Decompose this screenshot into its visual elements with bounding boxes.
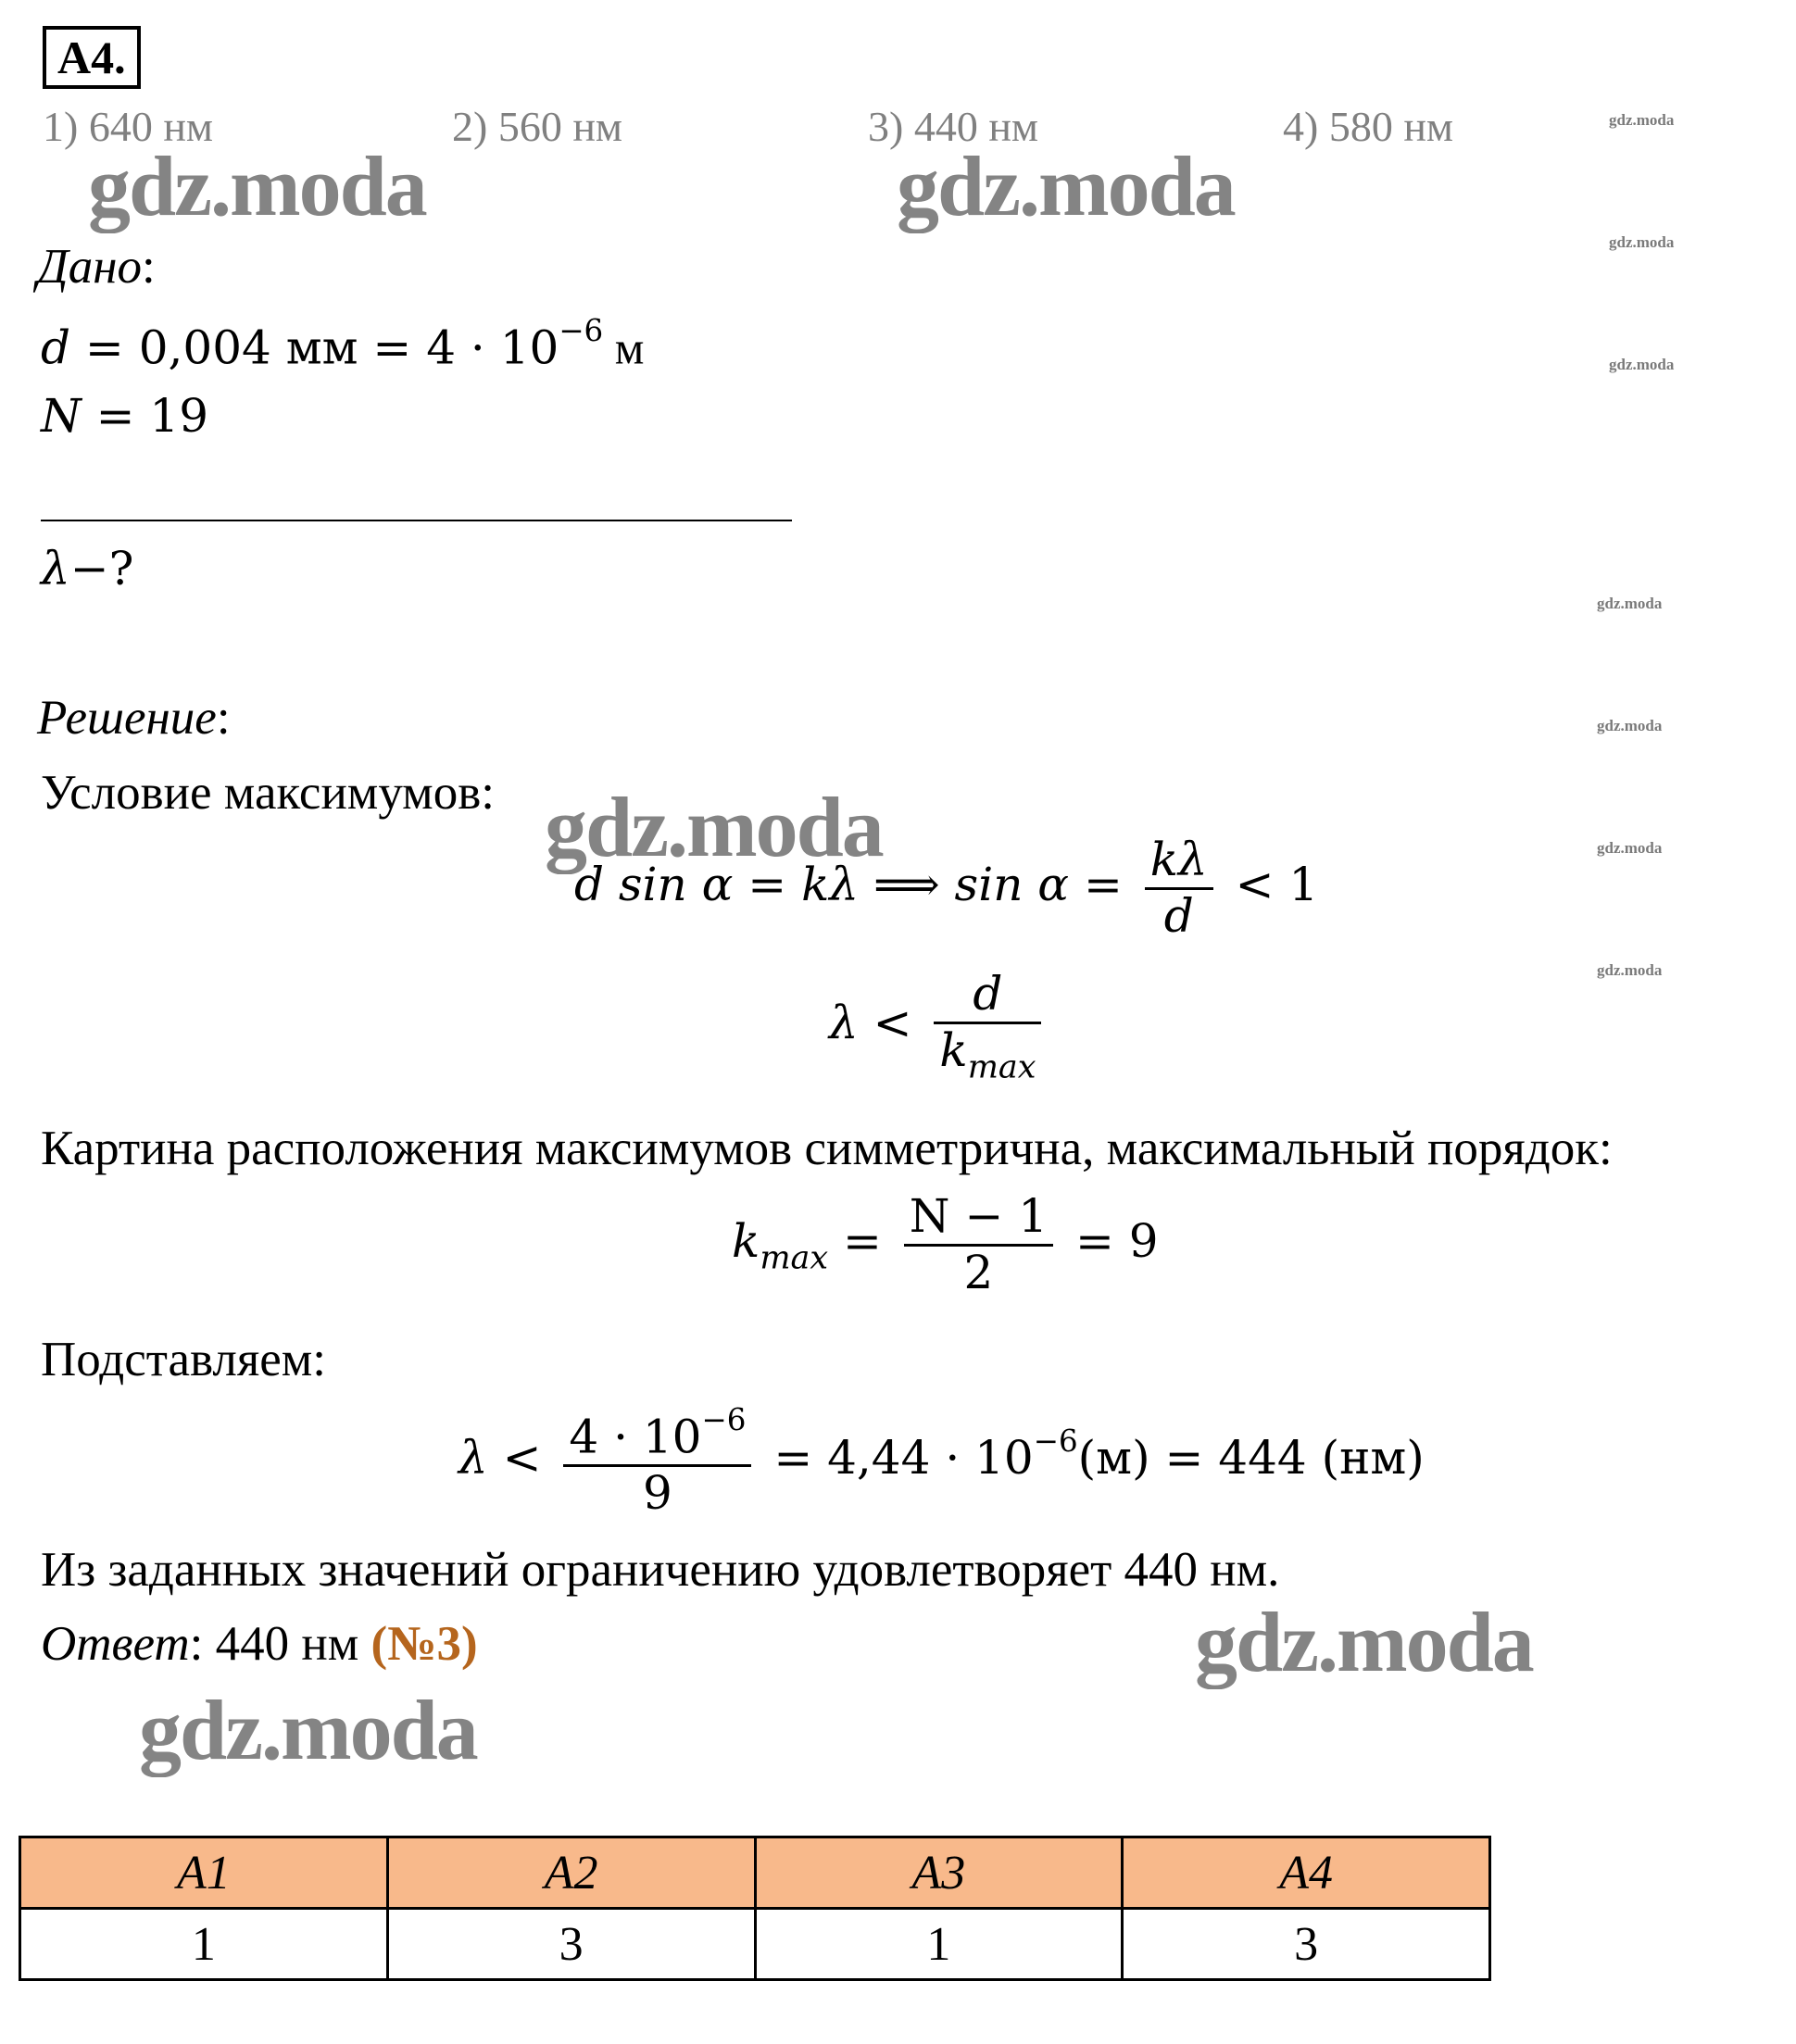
var-lambda: λ bbox=[41, 542, 70, 596]
problem-label bbox=[43, 26, 141, 89]
watermark-small: gdz.moda bbox=[1597, 839, 1663, 857]
formula-result bbox=[458, 1403, 1425, 1520]
answers-header-cell: A4 bbox=[1123, 1837, 1490, 1909]
formula-kmax bbox=[732, 1190, 1159, 1299]
f3-right: = 9 bbox=[1061, 1214, 1159, 1268]
answers-value-row bbox=[20, 1909, 1490, 1980]
find-line bbox=[41, 542, 133, 596]
f4-num-exp: −6 bbox=[701, 1402, 747, 1437]
f4-mid: = 4,44 · 10 bbox=[759, 1431, 1034, 1486]
f4-numerator bbox=[563, 1403, 751, 1464]
answers-value-cell: 1 bbox=[755, 1909, 1123, 1980]
answer-colon: : bbox=[189, 1617, 204, 1671]
find-question: −? bbox=[69, 542, 134, 596]
given-heading bbox=[37, 239, 156, 295]
f4-denominator: 9 bbox=[642, 1465, 672, 1520]
f1-fraction bbox=[1145, 834, 1213, 943]
f1-right: < 1 bbox=[1220, 858, 1319, 911]
d-value: = 0,004 мм = 4 · 10 bbox=[70, 320, 559, 375]
symmetry-text: Картина расположения максимумов симметрична, максимальный порядок: bbox=[41, 1122, 1613, 1175]
f1-left: d sin α = kλ ⟹ sin α = bbox=[574, 858, 1137, 911]
f4-left: λ < bbox=[458, 1431, 557, 1486]
f4-right: (м) = 444 (нм) bbox=[1077, 1431, 1425, 1486]
watermark-logo: gdz.moda bbox=[545, 780, 883, 874]
max-condition-text: Условие максимумов: bbox=[41, 766, 495, 820]
f2-denominator bbox=[934, 1024, 1041, 1086]
f2-left: λ < bbox=[829, 996, 927, 1050]
f3-numerator: N − 1 bbox=[909, 1189, 1049, 1243]
n-value: = 19 bbox=[81, 389, 209, 443]
f2-fraction bbox=[934, 968, 1041, 1085]
f2-den-base: k bbox=[939, 1022, 968, 1077]
watermark-small: gdz.moda bbox=[1609, 111, 1675, 129]
f3-left-sub: max bbox=[760, 1239, 829, 1277]
substitute-text: Подставляем: bbox=[41, 1333, 327, 1386]
formula-lambda-bound bbox=[829, 968, 1049, 1085]
f4-num-base: 4 · 10 bbox=[569, 1410, 702, 1464]
f3-left bbox=[732, 1214, 829, 1277]
problem-label-text: A4 bbox=[57, 31, 115, 83]
f1-numerator: kλ bbox=[1149, 833, 1208, 886]
answer-value: 440 нм bbox=[203, 1617, 371, 1671]
option-4: 4) 580 нм bbox=[1283, 103, 1454, 150]
watermark-logo: gdz.moda bbox=[139, 1683, 477, 1777]
watermark-logo: gdz.moda bbox=[1195, 1595, 1533, 1689]
answer-number: (№3) bbox=[371, 1617, 478, 1671]
given-d-line bbox=[41, 313, 644, 374]
f3-eq: = bbox=[828, 1214, 897, 1268]
f4-fraction bbox=[563, 1403, 751, 1520]
given-divider bbox=[41, 520, 792, 521]
var-d: d bbox=[41, 320, 71, 375]
answers-value-cell: 1 bbox=[20, 1909, 388, 1980]
conclusion-text: Из заданных значений ограничению удовлетворяет 440 нм. bbox=[41, 1543, 1280, 1597]
f2-numerator: d bbox=[973, 967, 1003, 1021]
problem-label-dot: . bbox=[114, 31, 126, 83]
solution-heading bbox=[37, 690, 231, 746]
given-colon: : bbox=[142, 240, 156, 294]
f2-den-sub: max bbox=[967, 1047, 1036, 1085]
var-n: N bbox=[41, 389, 82, 443]
watermark-logo: gdz.moda bbox=[897, 139, 1235, 233]
f4-mid-exp: −6 bbox=[1033, 1423, 1078, 1459]
given-n-line bbox=[41, 389, 208, 443]
option-1: 1) 640 нм bbox=[43, 103, 214, 150]
answers-header-cell: A1 bbox=[20, 1837, 388, 1909]
d-unit: м bbox=[603, 321, 645, 374]
watermark-small: gdz.moda bbox=[1597, 595, 1663, 612]
solution-colon: : bbox=[216, 691, 231, 745]
answer-title: Ответ bbox=[41, 1617, 190, 1671]
formula-max-condition bbox=[574, 834, 1318, 943]
f3-left-base: k bbox=[732, 1214, 760, 1268]
answers-header-cell: A2 bbox=[387, 1837, 755, 1909]
answers-value-cell: 3 bbox=[387, 1909, 755, 1980]
answers-table bbox=[19, 1836, 1491, 1981]
given-title: Дано bbox=[37, 240, 143, 294]
answers-header-cell: A3 bbox=[755, 1837, 1123, 1909]
option-3: 3) 440 нм bbox=[868, 103, 1039, 150]
watermark-small: gdz.moda bbox=[1609, 233, 1675, 251]
answer-line bbox=[41, 1616, 478, 1672]
answers-header-row bbox=[20, 1837, 1490, 1909]
watermark-small: gdz.moda bbox=[1597, 717, 1663, 734]
watermark-logo: gdz.moda bbox=[88, 139, 426, 233]
watermark-small: gdz.moda bbox=[1609, 356, 1675, 373]
solution-title: Решение bbox=[37, 691, 217, 745]
d-exponent: −6 bbox=[559, 313, 604, 348]
option-2: 2) 560 нм bbox=[452, 103, 623, 150]
f3-fraction bbox=[904, 1190, 1053, 1299]
f1-denominator: d bbox=[1163, 888, 1194, 943]
answers-value-cell: 3 bbox=[1123, 1909, 1490, 1980]
watermark-small: gdz.moda bbox=[1597, 961, 1663, 979]
f3-denominator: 2 bbox=[963, 1245, 994, 1299]
